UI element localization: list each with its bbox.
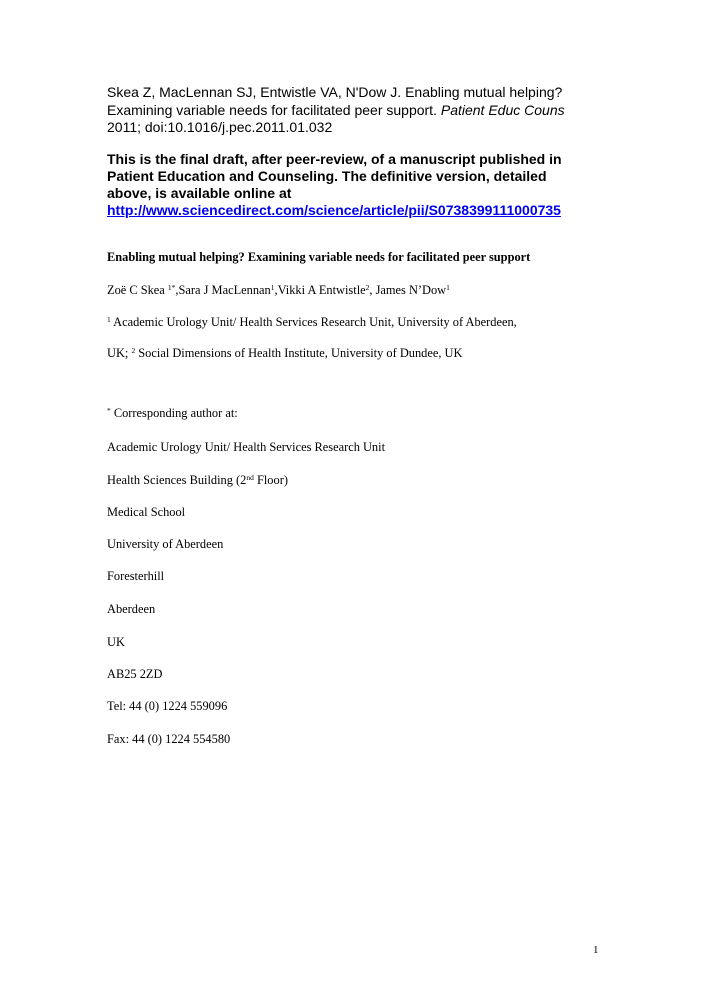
author-affiliation-marker: 1* (167, 283, 176, 292)
affiliation-line (107, 346, 462, 361)
citation-journal: Patient Educ Couns (440, 101, 565, 118)
publication-notice (107, 151, 627, 219)
affiliation-text: Academic Urology Unit/ Health Services Research Unit, University of Aberdeen, (110, 315, 517, 329)
address-unit: Academic Urology Unit/ Health Services Research Unit (107, 440, 386, 454)
notice-line: above, is available online at (107, 185, 292, 201)
affiliation-line (107, 315, 517, 330)
address-country: UK (107, 635, 125, 649)
author-name: ,Vikki A Entwistle (274, 283, 366, 297)
affiliation-text: Social Dimensions of Health Institute, University of Dundee, UK (135, 346, 463, 360)
citation-line: Skea Z, MacLennan SJ, Entwistle VA, N'Dow J. Enabling mutual helping? (107, 84, 563, 100)
address-university: University of Aberdeen (107, 537, 224, 551)
notice-line: Patient Education and Counseling. The definitive version, detailed (107, 168, 547, 184)
paper-title: Enabling mutual helping? Examining variable needs for facilitated peer support (107, 250, 531, 264)
ordinal-suffix: nd (246, 473, 254, 482)
fax-number: Fax: 44 (0) 1224 554580 (107, 732, 231, 746)
citation-text: Examining variable needs for facilitated peer support. (107, 101, 441, 118)
address-school: Medical School (107, 505, 186, 519)
author-affiliation-marker: 2 (365, 283, 370, 292)
author-affiliation-marker: 1 (270, 283, 275, 292)
affiliation-marker: 1 (107, 315, 111, 324)
author-affiliation-marker: 1 (446, 283, 450, 292)
affiliation-text: UK; (107, 346, 132, 360)
address-text: Health Sciences Building (2 (107, 473, 247, 487)
notice-line: This is the final draft, after peer-review, of a manuscript published in (107, 151, 562, 167)
corresponding-marker: * (107, 406, 111, 415)
affiliation-marker: 2 (131, 346, 136, 355)
author-list (107, 283, 450, 298)
citation-line (107, 102, 627, 120)
author-name: , James N’Dow (369, 283, 447, 297)
address-postcode: AB25 2ZD (107, 667, 163, 681)
author-name: ,Sara J MacLennan (175, 283, 271, 297)
telephone-number: Tel: 44 (0) 1224 559096 (107, 699, 228, 713)
page-number: 1 (593, 944, 599, 956)
address-text: Floor) (253, 473, 288, 487)
corresponding-text: Corresponding author at: (110, 406, 238, 420)
citation-line: 2011; doi:10.1016/j.pec.2011.01.032 (107, 119, 333, 135)
author-name: Zoë C Skea (107, 283, 168, 297)
address-building (107, 473, 288, 488)
citation-block (107, 84, 627, 137)
article-link[interactable]: http://www.sciencedirect.com/science/article/pii/S0738399111000735 (107, 202, 561, 218)
address-area: Foresterhill (107, 569, 165, 583)
corresponding-author-label (107, 406, 238, 421)
address-city: Aberdeen (107, 602, 156, 616)
